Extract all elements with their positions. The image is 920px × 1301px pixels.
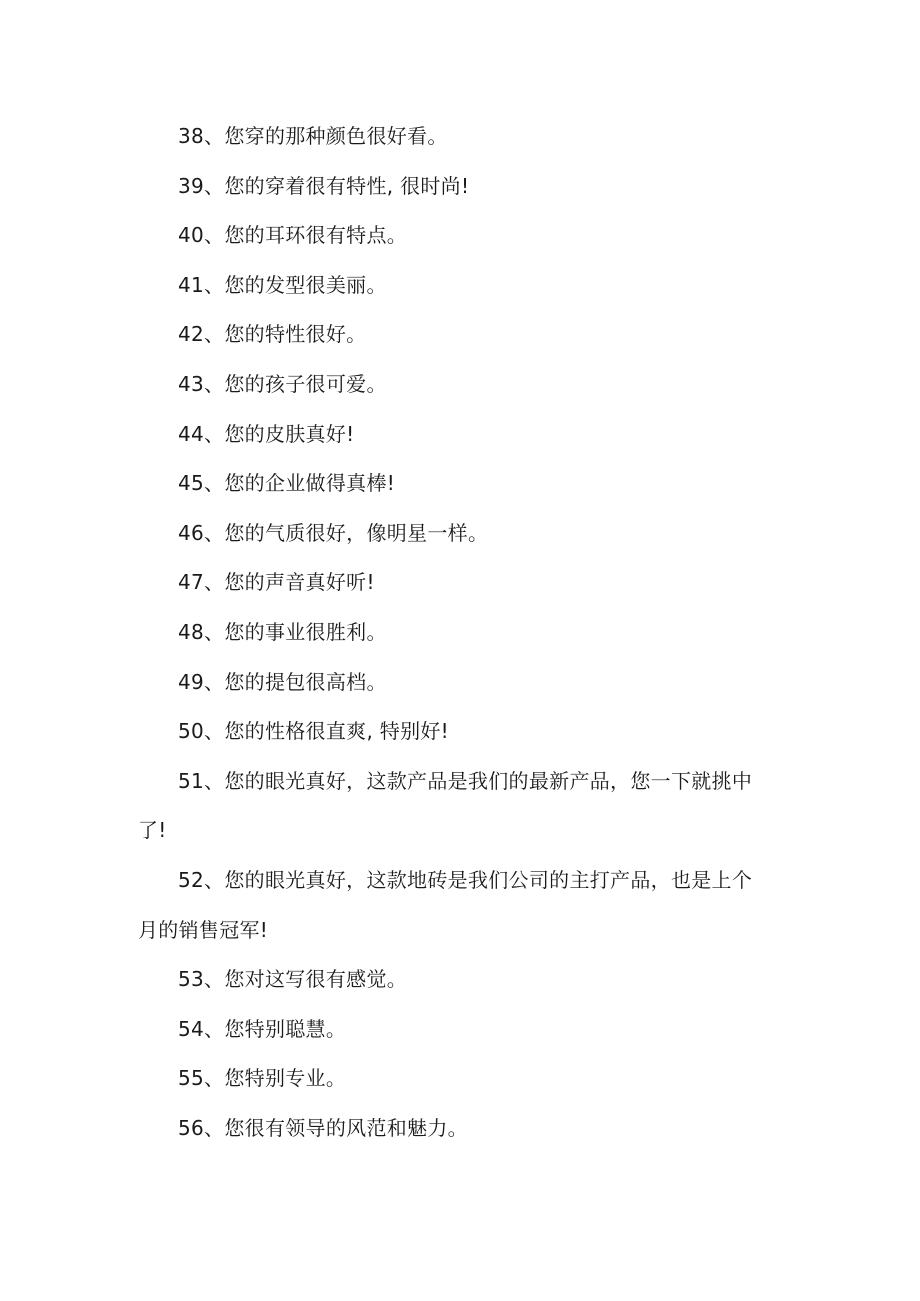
- list-item: 56、您很有领导的风范和魅力。: [178, 1115, 468, 1140]
- list-item: 47、您的声音真好听!: [178, 570, 375, 595]
- list-item: 40、您的耳环很有特点。: [178, 223, 408, 248]
- list-item: 41、您的发型很美丽。: [178, 272, 387, 297]
- list-item: 54、您特别聪慧。: [178, 1016, 347, 1041]
- list-item: 50、您的性格很直爽, 特别好!: [178, 719, 449, 744]
- list-item: 55、您特别专业。: [178, 1066, 347, 1091]
- list-item: 42、您的特性很好。: [178, 322, 367, 347]
- list-item: 38、您穿的那种颜色很好看。: [178, 124, 448, 148]
- document-body: [138, 112, 770, 1153]
- list-item: 49、您的提包很高档。: [178, 669, 387, 694]
- list-item: 52、您的眼光真好，这款地砖是我们公司的主打产品，也是上个月的销售冠军!: [138, 867, 753, 942]
- list-item: 43、您的孩子很可爱。: [178, 371, 387, 396]
- list-item: 45、您的企业做得真棒!: [178, 471, 396, 496]
- list-item: 44、您的皮肤真好!: [178, 421, 355, 446]
- list-item: 46、您的气质很好，像明星一样。: [178, 520, 489, 545]
- list-item: 48、您的事业很胜利。: [178, 619, 387, 644]
- list-item: 39、您的穿着很有特性, 很时尚!: [178, 173, 470, 198]
- list-item: 53、您对这写很有感觉。: [178, 967, 408, 992]
- list-item: 51、您的眼光真好，这款产品是我们的最新产品，您一下就挑中了!: [138, 768, 753, 843]
